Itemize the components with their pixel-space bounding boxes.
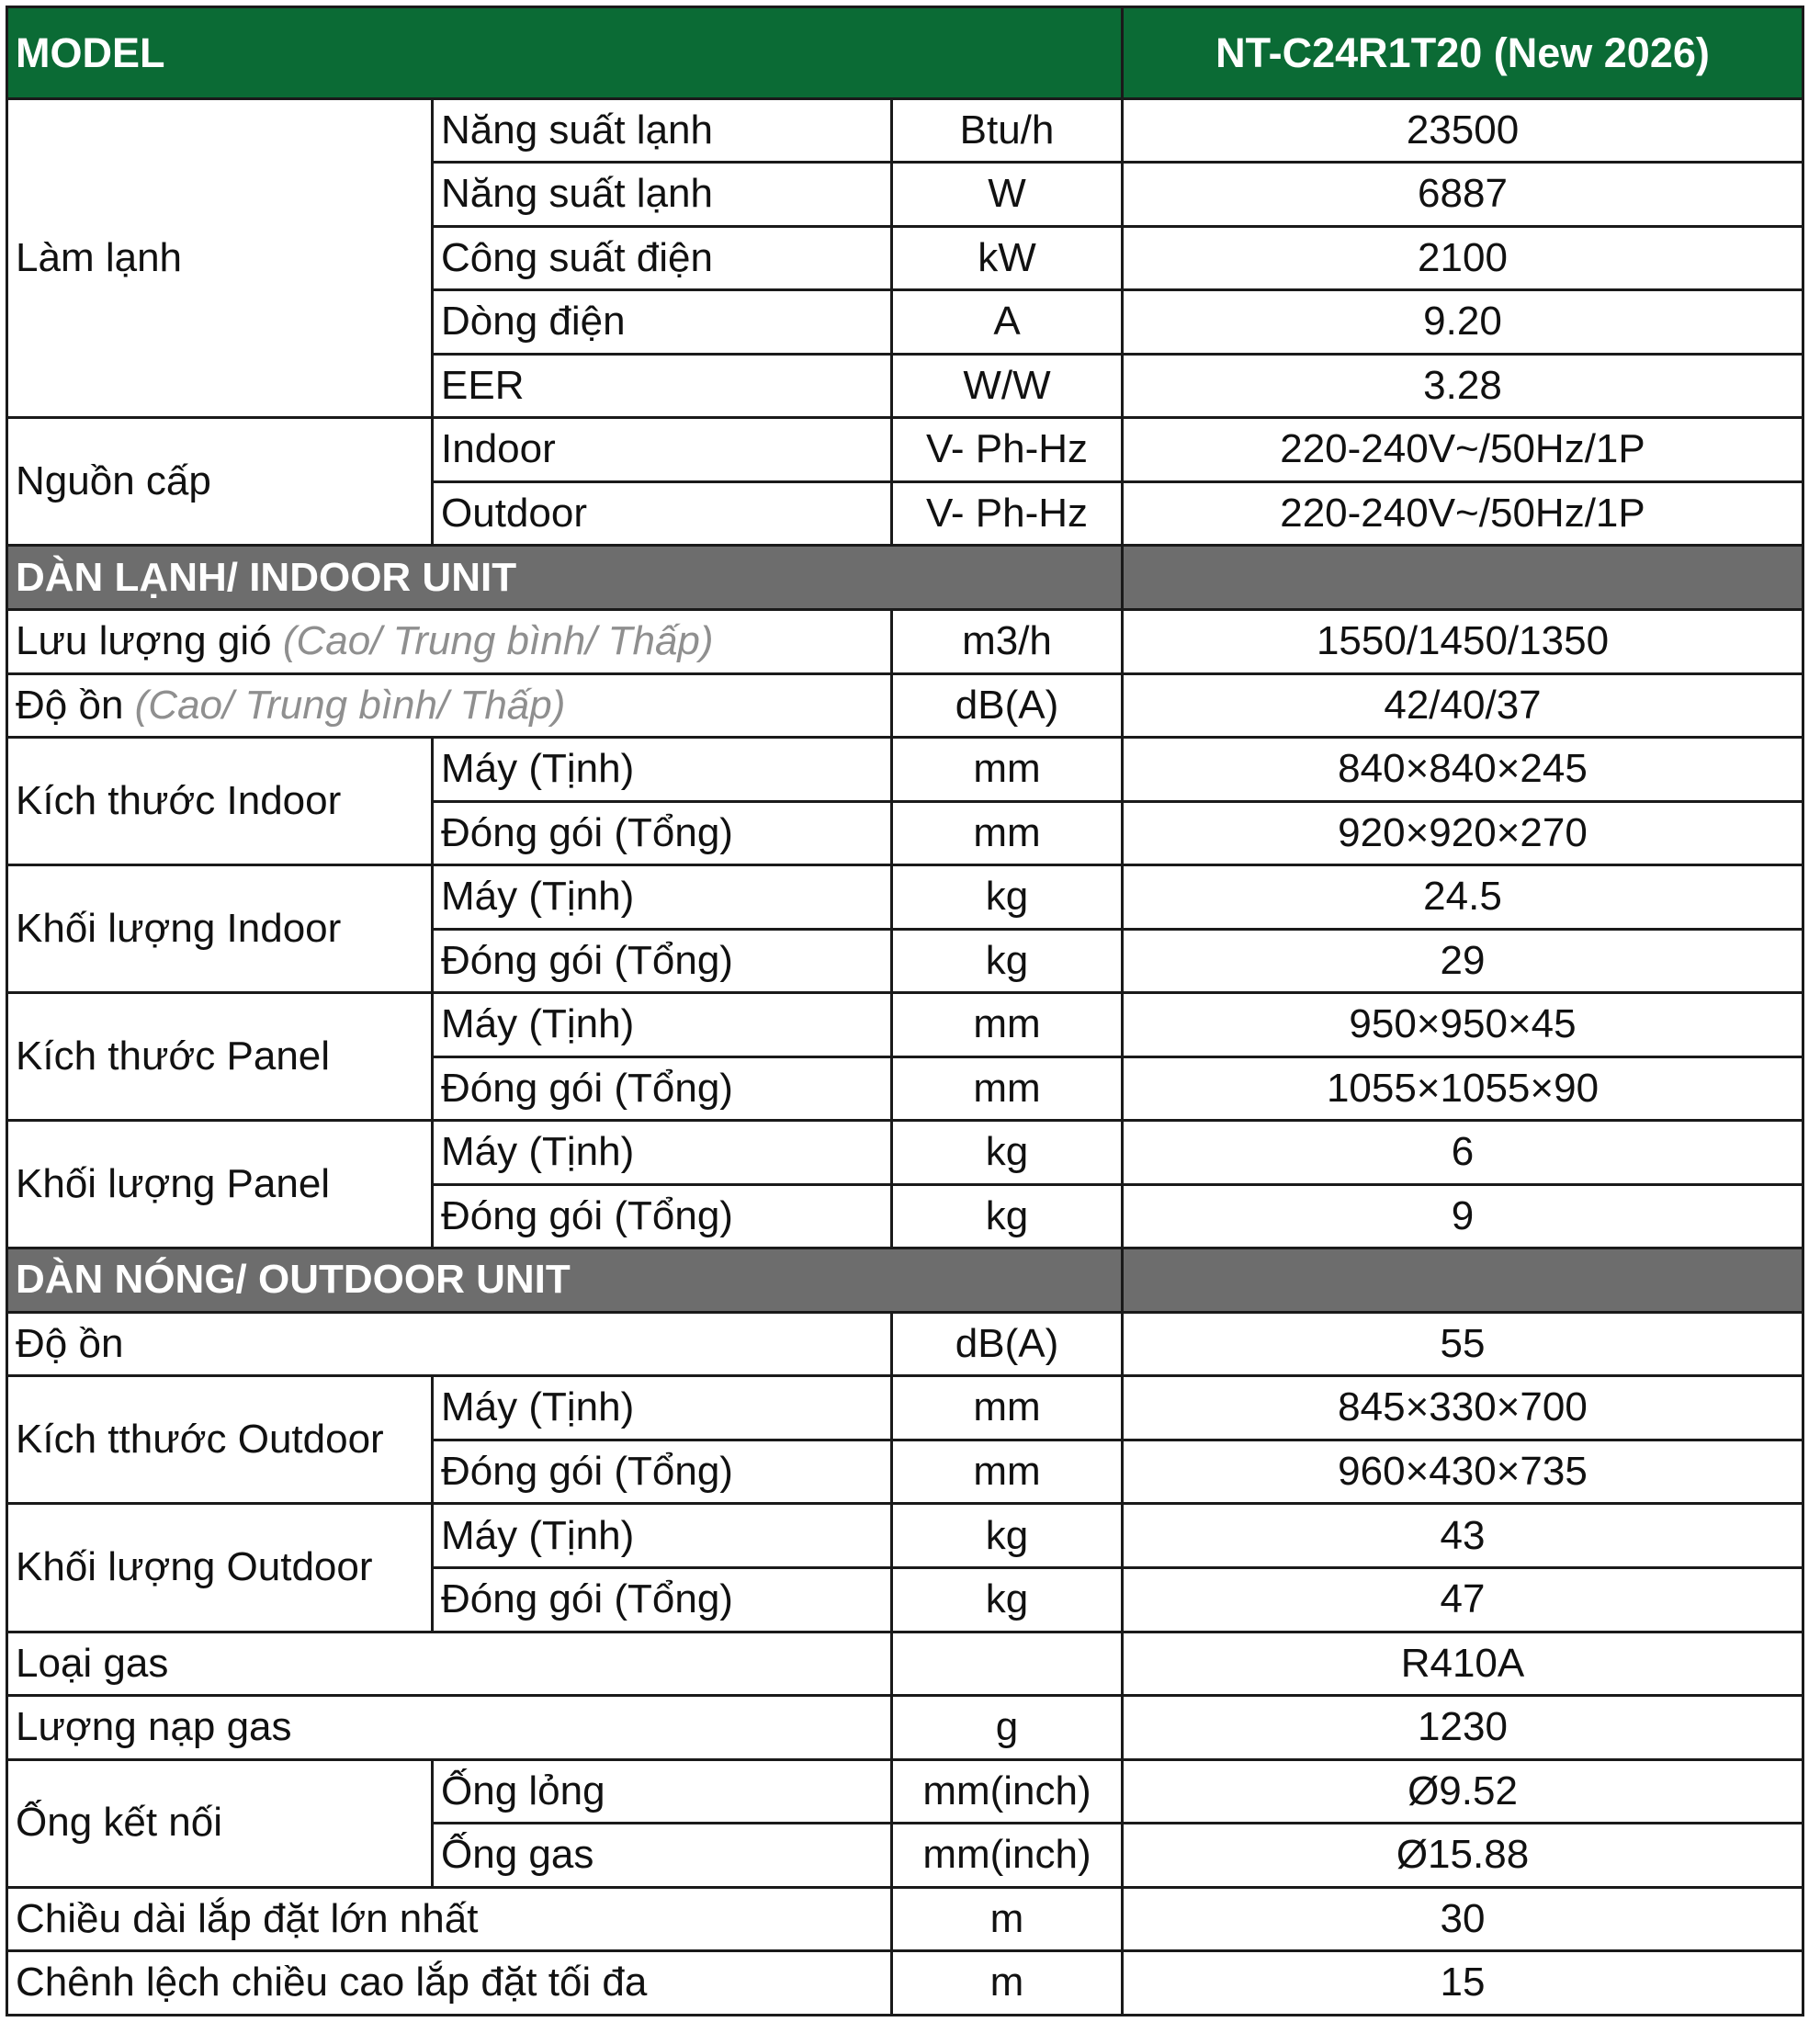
- airflow-label: Lưu lượng gió: [16, 618, 283, 664]
- section-title-indoor: DÀN LẠNH/ INDOOR UNIT: [7, 546, 1123, 610]
- row-value: 29: [1123, 929, 1803, 993]
- row-unit: mm(inch): [892, 1824, 1123, 1888]
- table-row: [7, 1759, 1803, 1824]
- row-value: 24.5: [1123, 865, 1803, 930]
- group-power: Nguồn cấp: [7, 418, 433, 546]
- section-blank: [1123, 546, 1803, 610]
- row-label: Máy (Tịnh): [433, 1504, 892, 1568]
- row-label: Máy (Tịnh): [433, 1376, 892, 1440]
- row-label-noise: [7, 673, 892, 738]
- row-unit: mm: [892, 738, 1123, 802]
- row-value: 1230: [1123, 1696, 1803, 1760]
- row-label: Lượng nạp gas: [7, 1696, 892, 1760]
- row-value: 3.28: [1123, 354, 1803, 418]
- row-unit: kg: [892, 865, 1123, 930]
- group-cooling: Làm lạnh: [7, 98, 433, 418]
- row-value: 9: [1123, 1184, 1803, 1248]
- row-label: Năng suất lạnh: [433, 163, 892, 227]
- row-value: R410A: [1123, 1632, 1803, 1696]
- row-unit: kg: [892, 1184, 1123, 1248]
- row-unit: Btu/h: [892, 98, 1123, 163]
- row-value: 23500: [1123, 98, 1803, 163]
- table-row: [7, 1887, 1803, 1951]
- row-label: Máy (Tịnh): [433, 865, 892, 930]
- table-row: [7, 418, 1803, 482]
- row-value: 220-240V~/50Hz/1P: [1123, 418, 1803, 482]
- row-value: 845×330×700: [1123, 1376, 1803, 1440]
- table-row: [7, 993, 1803, 1057]
- row-value: 43: [1123, 1504, 1803, 1568]
- row-label: Máy (Tịnh): [433, 993, 892, 1057]
- row-value: 15: [1123, 1951, 1803, 2016]
- table-row: [7, 98, 1803, 163]
- section-blank: [1123, 1248, 1803, 1313]
- row-unit: kg: [892, 1121, 1123, 1185]
- row-label: Đóng gói (Tổng): [433, 1184, 892, 1248]
- row-value: 220-240V~/50Hz/1P: [1123, 481, 1803, 546]
- row-unit: mm: [892, 801, 1123, 865]
- table-row: [7, 1504, 1803, 1568]
- row-unit: kg: [892, 929, 1123, 993]
- row-value: 950×950×45: [1123, 993, 1803, 1057]
- group-weight-outdoor: Khối lượng Outdoor: [7, 1504, 433, 1632]
- row-value: 47: [1123, 1567, 1803, 1632]
- row-value: 30: [1123, 1887, 1803, 1951]
- row-label: Ống lỏng: [433, 1759, 892, 1824]
- group-weight-panel: Khối lượng Panel: [7, 1121, 433, 1248]
- row-label: Máy (Tịnh): [433, 738, 892, 802]
- row-value: 6887: [1123, 163, 1803, 227]
- row-label: Ống gas: [433, 1824, 892, 1888]
- group-pipes: Ống kết nối: [7, 1759, 433, 1887]
- row-label: Công suất điện: [433, 226, 892, 290]
- table-row: [7, 1951, 1803, 2016]
- row-unit: m3/h: [892, 610, 1123, 674]
- row-unit: g: [892, 1696, 1123, 1760]
- group-weight-indoor: Khối lượng Indoor: [7, 865, 433, 993]
- spec-table: [6, 6, 1804, 2016]
- table-row: [7, 1376, 1803, 1440]
- table-row: [7, 610, 1803, 674]
- row-label: Máy (Tịnh): [433, 1121, 892, 1185]
- row-value: 920×920×270: [1123, 801, 1803, 865]
- row-unit: [892, 1632, 1123, 1696]
- row-label: Đóng gói (Tổng): [433, 1567, 892, 1632]
- model-value: NT-C24R1T20 (New 2026): [1123, 7, 1803, 99]
- row-label: Loại gas: [7, 1632, 892, 1696]
- row-value: Ø15.88: [1123, 1824, 1803, 1888]
- row-unit: mm(inch): [892, 1759, 1123, 1824]
- row-unit: mm: [892, 993, 1123, 1057]
- airflow-note: (Cao/ Trung bình/ Thấp): [282, 618, 714, 664]
- row-unit: V- Ph-Hz: [892, 418, 1123, 482]
- row-value: 1550/1450/1350: [1123, 610, 1803, 674]
- row-label: Outdoor: [433, 481, 892, 546]
- row-label: Dòng điện: [433, 290, 892, 355]
- model-label: MODEL: [7, 7, 1123, 99]
- table-row: [7, 865, 1803, 930]
- row-unit: kg: [892, 1504, 1123, 1568]
- section-title-outdoor: DÀN NÓNG/ OUTDOOR UNIT: [7, 1248, 1123, 1313]
- row-value: Ø9.52: [1123, 1759, 1803, 1824]
- row-label: Chiều dài lắp đặt lớn nhất: [7, 1887, 892, 1951]
- row-label: Độ ồn: [7, 1312, 892, 1376]
- row-value: 9.20: [1123, 290, 1803, 355]
- row-unit: kW: [892, 226, 1123, 290]
- table-row: [7, 1632, 1803, 1696]
- row-label: Đóng gói (Tổng): [433, 1056, 892, 1121]
- model-row: [7, 7, 1803, 99]
- row-unit: A: [892, 290, 1123, 355]
- row-label: Indoor: [433, 418, 892, 482]
- row-unit: V- Ph-Hz: [892, 481, 1123, 546]
- row-label: Đóng gói (Tổng): [433, 929, 892, 993]
- row-label-airflow: [7, 610, 892, 674]
- row-label: EER: [433, 354, 892, 418]
- row-unit: m: [892, 1887, 1123, 1951]
- row-value: 42/40/37: [1123, 673, 1803, 738]
- row-label: Đóng gói (Tổng): [433, 1440, 892, 1504]
- noise-note: (Cao/ Trung bình/ Thấp): [134, 682, 566, 728]
- row-value: 2100: [1123, 226, 1803, 290]
- section-outdoor: [7, 1248, 1803, 1313]
- row-unit: mm: [892, 1056, 1123, 1121]
- row-label: Đóng gói (Tổng): [433, 801, 892, 865]
- section-indoor: [7, 546, 1803, 610]
- table-row: [7, 673, 1803, 738]
- table-row: [7, 1312, 1803, 1376]
- row-value: 960×430×735: [1123, 1440, 1803, 1504]
- group-size-outdoor: Kích tthước Outdoor: [7, 1376, 433, 1504]
- row-label: Năng suất lạnh: [433, 98, 892, 163]
- group-size-panel: Kích thước Panel: [7, 993, 433, 1121]
- row-value: 840×840×245: [1123, 738, 1803, 802]
- row-label: Chênh lệch chiều cao lắp đặt tối đa: [7, 1951, 892, 2016]
- row-unit: dB(A): [892, 673, 1123, 738]
- table-row: [7, 1121, 1803, 1185]
- group-size-indoor: Kích thước Indoor: [7, 738, 433, 865]
- row-unit: dB(A): [892, 1312, 1123, 1376]
- noise-label: Độ ồn: [16, 682, 135, 728]
- row-unit: kg: [892, 1567, 1123, 1632]
- row-unit: mm: [892, 1376, 1123, 1440]
- row-value: 1055×1055×90: [1123, 1056, 1803, 1121]
- table-row: [7, 738, 1803, 802]
- row-unit: W: [892, 163, 1123, 227]
- row-value: 55: [1123, 1312, 1803, 1376]
- row-unit: m: [892, 1951, 1123, 2016]
- table-row: [7, 1696, 1803, 1760]
- row-value: 6: [1123, 1121, 1803, 1185]
- row-unit: W/W: [892, 354, 1123, 418]
- row-unit: mm: [892, 1440, 1123, 1504]
